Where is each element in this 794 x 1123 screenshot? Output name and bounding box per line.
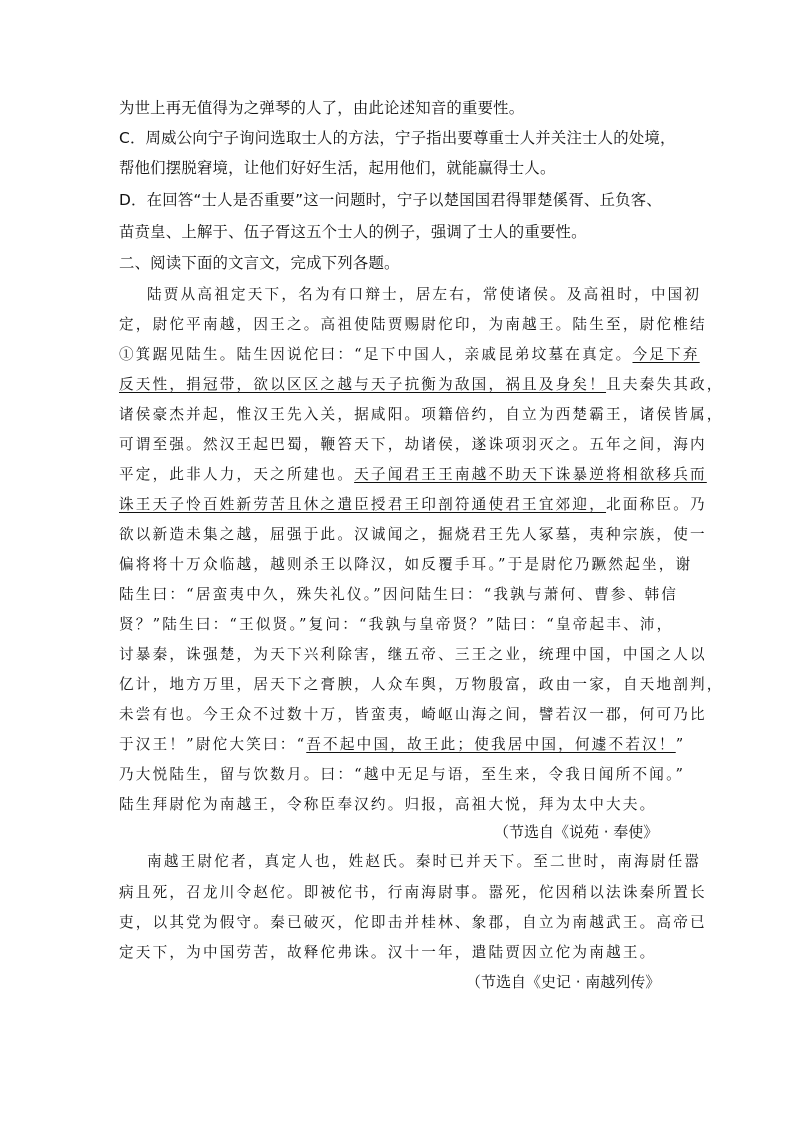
passage1-line: 亿计，地方万里，居天下之膏腴，人众车舆，万物殷富，政由一家，自天地剖判， [119,676,724,693]
passage1-line: 陆贾从高祖定天下，名为有口辩士，居左右，常使诸侯。及高祖时，中国初 [147,286,702,303]
passage2-line: 定天下，为中国劳苦，故释佗弗诛。汉十一年，遣陆贾因立佗为南越王。 [119,944,657,961]
passage1-line: 定，尉佗平南越，因王之。高祖使陆贾赐尉佗印，为南越王。陆生至，尉佗椎结 [119,316,707,333]
passage1-line: 乃大悦陆生，留与饮数月。曰：“越中无足与语，至生来，令我日闻所不闻。” [119,766,686,783]
passage2-line: 南越王尉佗者，真定人也，姓赵氏。秦时已并天下。至二世时，南海尉任嚣 [147,853,702,870]
passage1-line: 偏将将十万众临越，越则杀王以降汉，如反覆手耳。”于是尉佗乃蹶然起坐，谢 [119,556,693,573]
section-heading: 二、阅读下面的文言文，完成下列各题。 [119,254,400,272]
option-c-line2: 帮他们摆脱窘境，让他们好好生活，起用他们，就能赢得士人。 [119,159,556,177]
passage1-line: 讨暴秦，诛强楚，为天下兴利除害，继五帝、三王之业，统理中国，中国之人以 [119,646,707,663]
underlined-sentence: 天子闻君王王南越不助天下诛暴逆将相欲移兵而 [354,466,707,483]
passage1-line [119,373,724,397]
passage1-line [119,463,707,487]
passage1-text: ” [675,736,686,753]
option-b-tail: 为世上再无值得为之弹琴的人了，由此论述知音的重要性。 [119,99,525,117]
option-d-line2: 苗贲皇、上解于、伍子胥这五个士人的例子，强调了士人的重要性。 [119,223,587,241]
passage2-line: 病且死，召龙川令赵佗。即被佗书，行南海尉事。嚣死，佗因稍以法诛秦所置长 [119,884,707,901]
passage1-text: 北面称臣。乃 [606,496,707,513]
passage2-source: （节选自《史记 · 南越列传》 [466,973,661,991]
passage1-line: 陆生拜尉佗为南越王，令称臣奉汉约。归报，高祖大悦，拜为太中大夫。 [119,796,657,813]
passage1-source: （节选自《说苑 · 奉使》 [494,823,659,841]
passage1-line: 贤？”陆生曰：“王似贤。”复问：“我孰与皇帝贤？”陆曰：“皇帝起丰、沛， [119,616,674,633]
passage1-line: 欲以新造未集之越，屈强于此。汉诚闻之，掘烧君王先人冢墓，夷种宗族，使一 [119,526,707,543]
passage1-text: 且夫秦失其政， [606,376,724,393]
passage1-line [119,343,700,367]
passage1-line [119,493,707,517]
underlined-sentence: 吾不起中国，故王此；使我居中国，何遽不若汉！ [306,736,676,753]
underlined-sentence: 今足下弃 [632,346,700,363]
passage2-line: 吏，以其党为假守。秦已破灭，佗即击并桂林、象郡，自立为南越武王。高帝已 [119,914,707,931]
passage1-line: 诸侯豪杰并起，惟汉王先入关，据咸阳。项籍倍约，自立为西楚霸王，诸侯皆属， [119,406,724,423]
passage1-text: 于汉王！”尉佗大笑曰：“ [119,736,307,753]
passage1-text: ①箕踞见陆生。陆生因说佗曰：“足下中国人，亲戚昆弟坟墓在真定。 [119,346,633,363]
option-d-line1: D．在回答“士人是否重要”这一问题时，宁子以楚国国君得罪楚傒胥、丘负客、 [119,191,662,209]
underlined-sentence: 诛王天子怜百姓新劳苦且休之遣臣授君王印剖符通使君王宜郊迎， [119,496,607,513]
passage1-line [119,733,685,757]
passage1-line: 可谓至强。然汉王起巴蜀，鞭笞天下，劫诸侯，遂诛项羽灭之。五年之间，海内 [119,436,707,453]
passage1-line: 未尝有也。今王众不过数十万，皆蛮夷，崎岖山海之间，譬若汉一郡，何可乃比 [119,706,707,723]
passage1-text: 平定，此非人力，天之所建也。 [119,466,355,483]
passage1-line: 陆生曰：“居蛮夷中久，殊失礼仪。”因问陆生曰：“我孰与萧何、曹参、韩信 [119,586,679,603]
option-c-line1: C．周威公向宁子询问选取士人的方法，宁子指出要尊重士人并关注士人的处境， [119,129,676,147]
underlined-sentence: 反天性，捐冠带，欲以区区之越与天子抗衡为敌国，祸且及身矣！ [119,376,607,393]
